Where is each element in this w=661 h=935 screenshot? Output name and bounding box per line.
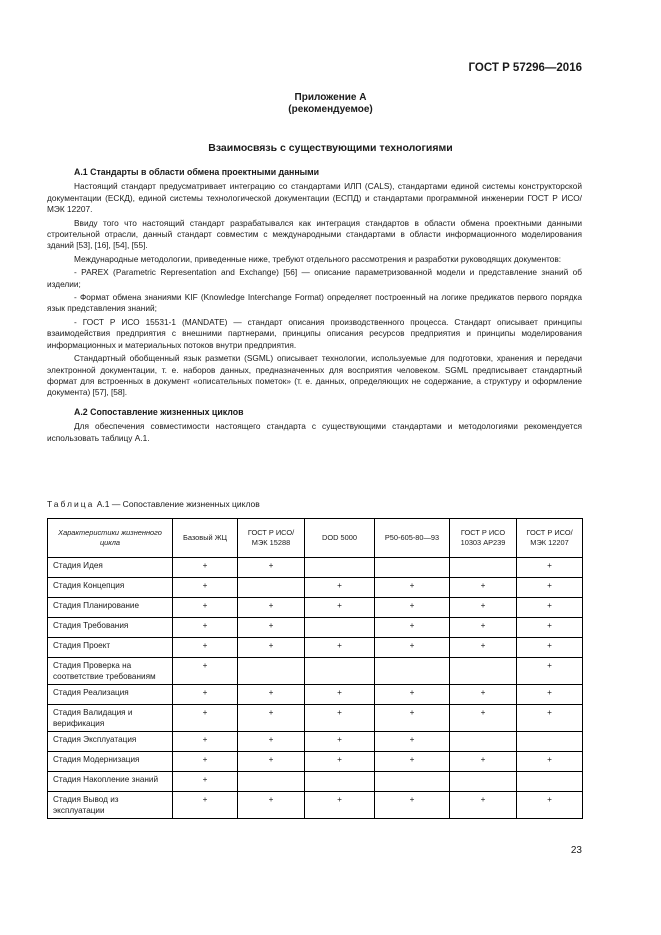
stage-cell: Стадия Модернизация	[48, 752, 173, 772]
mark-cell	[375, 772, 450, 792]
mark-cell: +	[173, 752, 238, 772]
table-row	[48, 618, 583, 638]
paragraph: Международные методологии, приведенные ниже, требуют отдельного рассмотрения и разработки руководящих документов:	[74, 253, 562, 264]
body-text	[47, 167, 582, 446]
column-header: ГОСТ Р ИСО 10303 AP239	[450, 519, 517, 558]
mark-cell: +	[238, 752, 305, 772]
mark-cell: +	[450, 792, 517, 819]
mark-cell: +	[517, 578, 583, 598]
mark-cell: +	[238, 618, 305, 638]
mark-cell: +	[173, 578, 238, 598]
mark-cell	[238, 658, 305, 685]
subsection-a2-heading: А.2 Сопоставление жизненных циклов	[74, 406, 244, 417]
paragraph: Настоящий стандарт предусматривает интеграцию со стандартами ИЛП (CALS), стандартами единой системы конструкторской документации (ЕСКД), единой системы технологической документации (ЕСПД) и стандартами программной инженерии ГОСТ Р ИСО/МЭК 12207.	[47, 181, 582, 215]
mark-cell: +	[517, 705, 583, 732]
stage-cell: Стадия Требования	[48, 618, 173, 638]
list-item: - Формат обмена знаниями KIF (Knowledge Interchange Format) определяет построенный на логике предикатов первого порядка язык представления знаний;	[47, 292, 582, 314]
mark-cell: +	[450, 638, 517, 658]
table-caption-label: Таблица	[47, 499, 95, 509]
mark-cell: +	[238, 705, 305, 732]
column-header: Характеристики жизненного цикла	[48, 519, 173, 558]
stage-cell: Стадия Эксплуатация	[48, 732, 173, 752]
mark-cell: +	[450, 578, 517, 598]
mark-cell: +	[173, 685, 238, 705]
table-row	[48, 705, 583, 732]
table-row	[48, 558, 583, 578]
mark-cell	[450, 658, 517, 685]
stage-cell: Стадия Идея	[48, 558, 173, 578]
table-header-row	[48, 519, 583, 558]
mark-cell: +	[173, 792, 238, 819]
subsection-a1-heading: А.1 Стандарты в области обмена проектными данными	[74, 167, 320, 177]
mark-cell	[517, 732, 583, 752]
stage-cell: Стадия Проверка на соответствие требованиям	[48, 658, 173, 685]
mark-cell: +	[173, 638, 238, 658]
mark-cell: +	[238, 792, 305, 819]
mark-cell: +	[517, 658, 583, 685]
annex-status: (рекомендуемое)	[288, 104, 373, 115]
mark-cell	[238, 772, 305, 792]
stage-cell: Стадия Концепция	[48, 578, 173, 598]
stage-cell: Стадия Реализация	[48, 685, 173, 705]
mark-cell: +	[517, 752, 583, 772]
mark-cell: +	[173, 658, 238, 685]
page-number: 23	[570, 845, 582, 856]
table-row	[48, 658, 583, 685]
mark-cell: +	[375, 685, 450, 705]
mark-cell: +	[305, 705, 375, 732]
column-header: Р50-605-80—93	[375, 519, 450, 558]
stage-cell: Стадия Проект	[48, 638, 173, 658]
mark-cell: +	[517, 792, 583, 819]
mark-cell: +	[517, 638, 583, 658]
mark-cell	[450, 732, 517, 752]
mark-cell	[450, 772, 517, 792]
mark-cell: +	[305, 598, 375, 618]
stage-cell: Стадия Накопление знаний	[48, 772, 173, 792]
section-title: Взаимосвязь с существующими технологиями	[208, 142, 453, 154]
mark-cell: +	[173, 732, 238, 752]
table-row	[48, 732, 583, 752]
table-caption-text: А.1 — Сопоставление жизненных циклов	[96, 499, 260, 509]
mark-cell: +	[375, 618, 450, 638]
mark-cell: +	[450, 685, 517, 705]
table-row	[48, 685, 583, 705]
mark-cell: +	[173, 618, 238, 638]
paragraph: Для обеспечения совместимости настоящего стандарта с существующими стандартами и методологиями рекомендуется использовать таблицу А.1.	[47, 421, 582, 443]
column-header: ГОСТ Р ИСО/МЭК 12207	[517, 519, 583, 558]
column-header: ГОСТ Р ИСО/МЭК 15288	[238, 519, 305, 558]
table-row	[48, 638, 583, 658]
mark-cell	[305, 658, 375, 685]
mark-cell: +	[173, 705, 238, 732]
mark-cell: +	[238, 598, 305, 618]
paragraph: Ввиду того что настоящий стандарт разрабатывался как интеграция стандартов в области обмена проектными данными строительной отрасли, данный стандарт совместим с международными стандартами в области информационного моделирования зданий [53], [16], [54], [55].	[47, 217, 582, 251]
mark-cell: +	[305, 792, 375, 819]
column-header: DOD 5000	[305, 519, 375, 558]
table-caption	[47, 499, 260, 509]
mark-cell: +	[305, 638, 375, 658]
mark-cell: +	[375, 752, 450, 772]
mark-cell: +	[173, 558, 238, 578]
mark-cell	[238, 578, 305, 598]
table-row	[48, 772, 583, 792]
mark-cell: +	[375, 705, 450, 732]
list-item: - PAREX (Parametric Representation and Exchange) [56] — описание параметризованной модели и представление знаний об изделии;	[47, 267, 582, 289]
mark-cell: +	[238, 685, 305, 705]
table-row	[48, 598, 583, 618]
mark-cell: +	[375, 792, 450, 819]
mark-cell	[375, 658, 450, 685]
mark-cell: +	[173, 772, 238, 792]
mark-cell: +	[450, 618, 517, 638]
table-row	[48, 752, 583, 772]
column-header: Базовый ЖЦ	[173, 519, 238, 558]
mark-cell	[305, 558, 375, 578]
table-row	[48, 578, 583, 598]
mark-cell: +	[517, 618, 583, 638]
mark-cell: +	[173, 598, 238, 618]
mark-cell	[305, 772, 375, 792]
annex-heading	[0, 92, 661, 116]
mark-cell: +	[375, 598, 450, 618]
mark-cell	[305, 618, 375, 638]
mark-cell	[517, 772, 583, 792]
mark-cell	[450, 558, 517, 578]
table-row	[48, 792, 583, 819]
annex-title: Приложение А	[294, 92, 367, 103]
mark-cell: +	[238, 558, 305, 578]
mark-cell: +	[238, 638, 305, 658]
mark-cell: +	[305, 752, 375, 772]
mark-cell: +	[305, 732, 375, 752]
mark-cell: +	[375, 732, 450, 752]
mark-cell	[375, 558, 450, 578]
mark-cell: +	[450, 598, 517, 618]
standard-id: ГОСТ Р 57296—2016	[468, 62, 582, 74]
mark-cell: +	[450, 705, 517, 732]
mark-cell: +	[238, 732, 305, 752]
mark-cell: +	[305, 578, 375, 598]
mark-cell: +	[517, 598, 583, 618]
stage-cell: Стадия Планирование	[48, 598, 173, 618]
mark-cell: +	[305, 685, 375, 705]
stage-cell: Стадия Вывод из эксплуатации	[48, 792, 173, 819]
stage-cell: Стадия Валидация и верификация	[48, 705, 173, 732]
mark-cell: +	[450, 752, 517, 772]
lifecycle-table	[47, 518, 583, 819]
paragraph: Стандартный обобщенный язык разметки (SGML) описывает технологии, используемые для подготовки, хранения и передачи электронной документации, т. е. наборов данных, предназначенных для восприятия человеком. SGML предписывает стандартный формат для встроенных в документ «описательных пометок» (т. е. данных, определяющих не содержание, а структуру и оформление документа) [57], [58].	[47, 353, 582, 398]
mark-cell: +	[517, 558, 583, 578]
mark-cell: +	[375, 638, 450, 658]
mark-cell: +	[375, 578, 450, 598]
list-item: - ГОСТ Р ИСО 15531-1 (MANDATE) — стандарт описания производственного процесса. Стандарт описывает принципы взаимодействия предприятия с внешними партнерами, принципы описания ресурсов предприятия и принципы моделирования информационных и материальных потоков внутри предприятия.	[47, 316, 582, 350]
mark-cell: +	[517, 685, 583, 705]
